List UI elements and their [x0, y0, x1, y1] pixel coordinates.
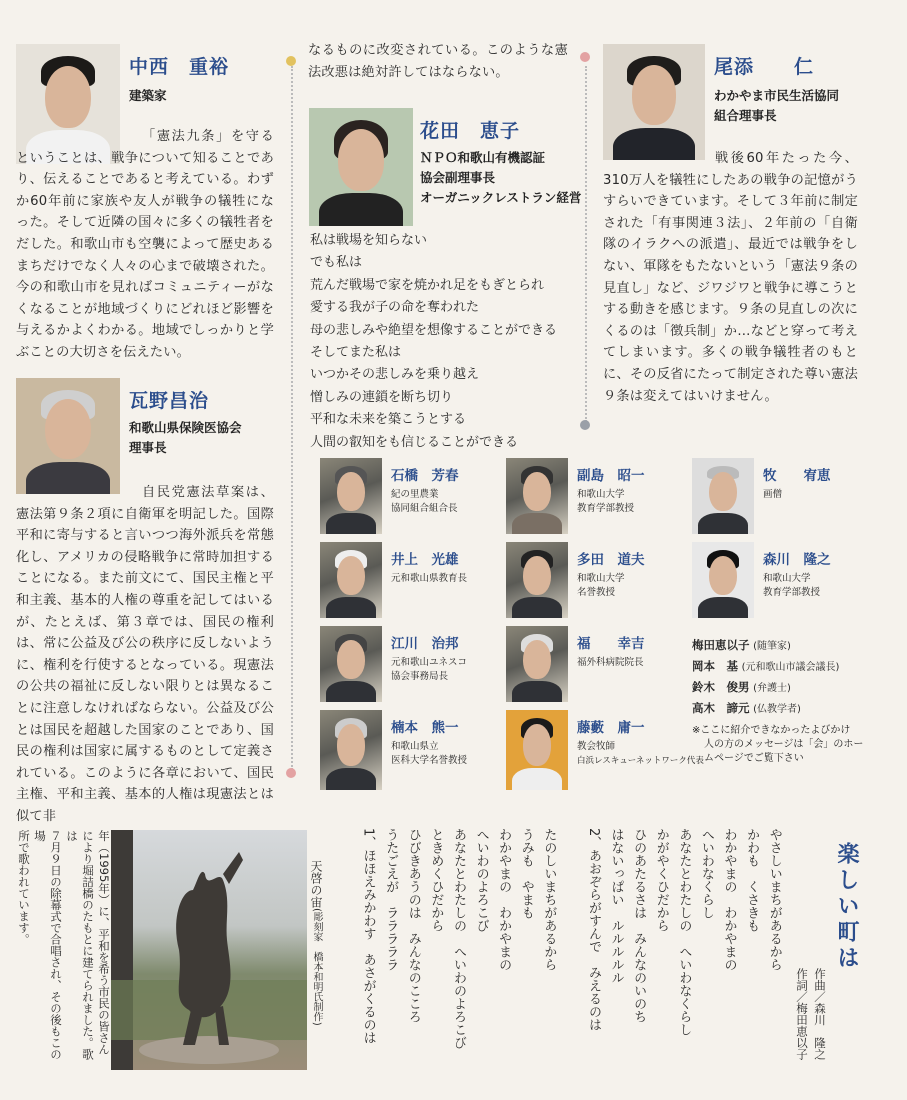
profile-message: 戦後60年たった今、310万人を犠牲にしたあの戦争の記憶がうすらいできています。そして３年前に制定された「有事関連３法」、２年前の「自衛隊のイラクへの派遣」、最近では戦争をしない、軍隊をもたないという「憲法９条の見直し」など、ジワジワと戦争に導こうとする動きを感じます。９条の見直しの次にくるのは「徴兵制」か…などと穿って考えてしまいます。多くの戦争犠牲者のもとに、その反省にたって制定された尊い憲法９条は変えてはいけません。 [603, 151, 858, 404]
continued-text: なるものに改変されている。このような憲法改悪は絶対許してはならない。 [308, 43, 568, 80]
supporter-list-name: 高木 諦元 [692, 701, 750, 715]
supporter-list-name: 鈴木 俊男 [692, 680, 750, 694]
supporter-name: 井上 光雄 [391, 552, 459, 568]
supporter-desc: 和歌山大学 [763, 573, 811, 584]
song-line: 2、あおぞらがすんで みえるのは [585, 828, 601, 1032]
profile-name: 瓦野昌治 [129, 390, 210, 412]
profile-title-line: 協会副理事長 [420, 170, 496, 185]
supporter-list-name: 梅田恵以子 [692, 638, 750, 652]
supporter-photo [320, 458, 382, 534]
supporter-desc: 白浜レスキューネットワーク代表 [577, 756, 704, 766]
supporter-photo [506, 710, 568, 790]
supporter-desc: 協会事務局長 [391, 671, 449, 682]
supporter-desc: 紀の里農業 [391, 489, 439, 500]
song-credit-line: 作詞／梅田恵以子 [795, 968, 809, 1060]
statue-caption-title: 天啓の宙 [309, 860, 323, 908]
supporter-list-role: (仏教学者) [753, 704, 801, 715]
notice-line: 人の方のメッセージは「会」のホー [704, 739, 864, 750]
supporter-list-item [692, 636, 791, 656]
supporter-photo [506, 542, 568, 618]
supporter-name: 多田 道夫 [577, 552, 645, 568]
profile-message: 「憲法九条」を守るということは、戦争について知ることであり、伝えることであると考えている。わずか60年前に家族や友人が戦争の犠牲になった。そして近隣の国々に多くの犠牲者をだした。和歌山市も空襲によって歴史あるまちだけでなく人々の心まで破壊された。今の和歌山市を見ればコミュニティーがなくなることが地域づくりにどれほど影響を与えるかよくわかる。地域でしっかりと学ぶことの大切さを伝えたい。 [16, 129, 274, 360]
poem [310, 230, 557, 454]
poem-line: 母の悲しみや絶望を想像することができる [310, 322, 558, 338]
column-divider-right [585, 66, 587, 422]
song-line: ときめくひだから [428, 828, 444, 932]
supporter-photo [506, 458, 568, 534]
supporter-desc: 教育学部教授 [763, 587, 821, 598]
supporter-name: 森川 隆之 [763, 552, 831, 568]
supporter-list-item [692, 699, 801, 719]
supporter-photo [692, 458, 754, 534]
supporter-desc: 協同組合組合長 [391, 503, 458, 514]
supporter-name: 藤藪 庸一 [577, 720, 645, 736]
statue-photo [111, 830, 307, 1070]
song-line: あなたとわたしの へいわのよろこび [450, 828, 466, 1049]
song-line: へいわのよろこび [473, 828, 489, 932]
notice-line: ムページでご覧下さい [704, 753, 804, 764]
supporter-name: 楠本 熊一 [391, 720, 459, 736]
profile-title-line: オーガニックレストラン経営 [420, 190, 582, 205]
song-line: かわも くさきも [744, 828, 760, 932]
profile-name: 中西 重裕 [129, 56, 230, 78]
song-line: ひのあたるさは みんなのいのち [631, 828, 647, 1023]
poem-line: 私は戦場を知らない [310, 233, 428, 248]
song-line: うたごえが ラララララ [383, 828, 399, 971]
portrait-photo [309, 108, 413, 226]
supporter-photo [320, 626, 382, 702]
supporter-desc: 和歌山大学 [577, 489, 625, 500]
profile-title-line: 和歌山県保険医協会 [129, 420, 242, 435]
divider-dot [286, 56, 296, 66]
supporter-desc: 和歌山大学 [577, 573, 625, 584]
portrait-photo [603, 44, 705, 160]
divider-dot [580, 52, 590, 62]
divider-dot [580, 420, 590, 430]
song-line: たのしいまちがあるから [541, 828, 557, 971]
column-divider-left [291, 66, 293, 770]
supporter-list-role: (元和歌山市議会議長) [741, 662, 840, 673]
statue-illustration [111, 830, 307, 1070]
poem-line: 荒んだ戦場で家を焼かれ足をもぎとられ [310, 277, 545, 293]
song-line: やさしいまちがあるから [766, 828, 782, 971]
supporter-name: 福 幸吉 [577, 636, 645, 652]
statue-description-line: 所で歌われています。 [17, 830, 31, 945]
supporter-desc: 和歌山県立 [391, 741, 439, 752]
poem-line: いつかその悲しみを乗り越え [310, 367, 480, 383]
profile-message: 自民党憲法草案は、憲法第９条２項に自衛軍を明記した。国際平和に寄与すると言いつつ海外派兵を常態化し、アメリカの侵略戦争に常時加担することになる。また前文にて、国民主権と平和主義、基本的人権の尊重を記してはいるが、たとえば、第３章では、国民の権利は、常に公益及び公の秩序に反しないように、権利を行使するとなっている。現憲法の公共の福祉に反しない限りとは異なることに注意しなければならない。公益及び公とは国民を超越した国家のことであり、国民の権利は国家に属するものとして定義されている。このように各章において、国民主権、平和主義、基本的人権は現憲法とは似て非 [16, 485, 274, 824]
profile-title: 建築家 [129, 88, 167, 103]
supporter-list-item [692, 678, 791, 698]
poem-line: 人間の叡知をも信じることができる [310, 434, 519, 450]
statue-description-line: により堀詰橋のたもとに建てられました。歌は [65, 830, 95, 1060]
song-line: かがやくひだから [653, 828, 669, 932]
song-line: あなたとわたしの へいわなくらし [676, 828, 692, 1036]
song-credit-line: 作曲／森川 隆之 [813, 968, 827, 1060]
supporter-list-name: 岡本 基 [692, 659, 738, 673]
song-credits [793, 968, 829, 1060]
supporter-photo [692, 542, 754, 618]
supporter-photo [506, 626, 568, 702]
song-line: へいわなくらし [698, 828, 714, 919]
poem-line: 憎しみの連鎖を断ち切り [310, 389, 454, 405]
poem-line: 愛する我が子の命を奪われた [310, 300, 480, 316]
supporter-list-item [692, 657, 839, 677]
song-line: わかやまの わかやまの [721, 828, 737, 971]
supporter-list-role: (随筆家) [753, 641, 791, 652]
song-line: はないっぱい ルルルルル [608, 828, 624, 984]
supporter-desc: 画僧 [763, 489, 783, 500]
supporter-desc: 名誉教授 [577, 587, 616, 598]
statue-caption [308, 860, 324, 1026]
statue-description-line: ７月９日の除幕式で合唱され、その後もこの場 [33, 830, 63, 1060]
profile-title-line: わかやま市民生活協同 [714, 88, 840, 103]
supporter-desc: 元和歌山県教育長 [391, 573, 468, 584]
song-line: 1、ほほえみかわす あさがくるのは [360, 828, 376, 1045]
supporter-name: 石橋 芳春 [391, 468, 459, 484]
supporter-photo [320, 542, 382, 618]
portrait-photo [16, 378, 120, 494]
song-line: うみも やまも [518, 828, 534, 919]
profile-title-line: 理事長 [129, 440, 167, 455]
poem-line: 平和な未来を築こうとする [310, 412, 467, 428]
divider-dot [286, 768, 296, 778]
supporter-desc: 元和歌山ユネスコ [391, 657, 468, 668]
supporter-desc: 教育学部教授 [577, 503, 635, 514]
statue-caption-credit: (彫刻家 橋本和明氏制作) [311, 908, 322, 1026]
song-line: わかやまの わかやまの [496, 828, 512, 971]
supporter-photo [320, 710, 382, 790]
poem-line: でも私は [310, 255, 363, 271]
supporter-name: 江川 治邦 [391, 636, 459, 652]
song-lyrics [356, 828, 785, 1078]
supporter-list-role: (弁護士) [753, 683, 791, 694]
song-title: 楽しい町は [834, 842, 860, 972]
profile-title-line: 組合理事長 [714, 108, 777, 123]
supporter-name: 牧 宥恵 [763, 468, 831, 484]
poem-line: そしてまた私は [310, 345, 402, 361]
supporter-desc: 医科大学名誉教授 [391, 755, 468, 766]
profile-name: 尾添 仁 [714, 56, 815, 78]
supporter-desc: 福外科病院院長 [577, 657, 644, 668]
profile-name: 花田 恵子 [420, 120, 521, 142]
profile-title-line: ＮＰＯ和歌山有機認証 [420, 150, 546, 165]
song-line: ひびきあうのは みんなのこころ [405, 828, 421, 1023]
supporter-name: 副島 昭一 [577, 468, 645, 484]
statue-description-line: 年（1995年）に、平和を希う市民の皆さん [97, 830, 111, 1055]
supporter-desc: 教会牧師 [577, 741, 616, 752]
notice-line: ※ここに紹介できなかったよびかけ [692, 725, 851, 736]
